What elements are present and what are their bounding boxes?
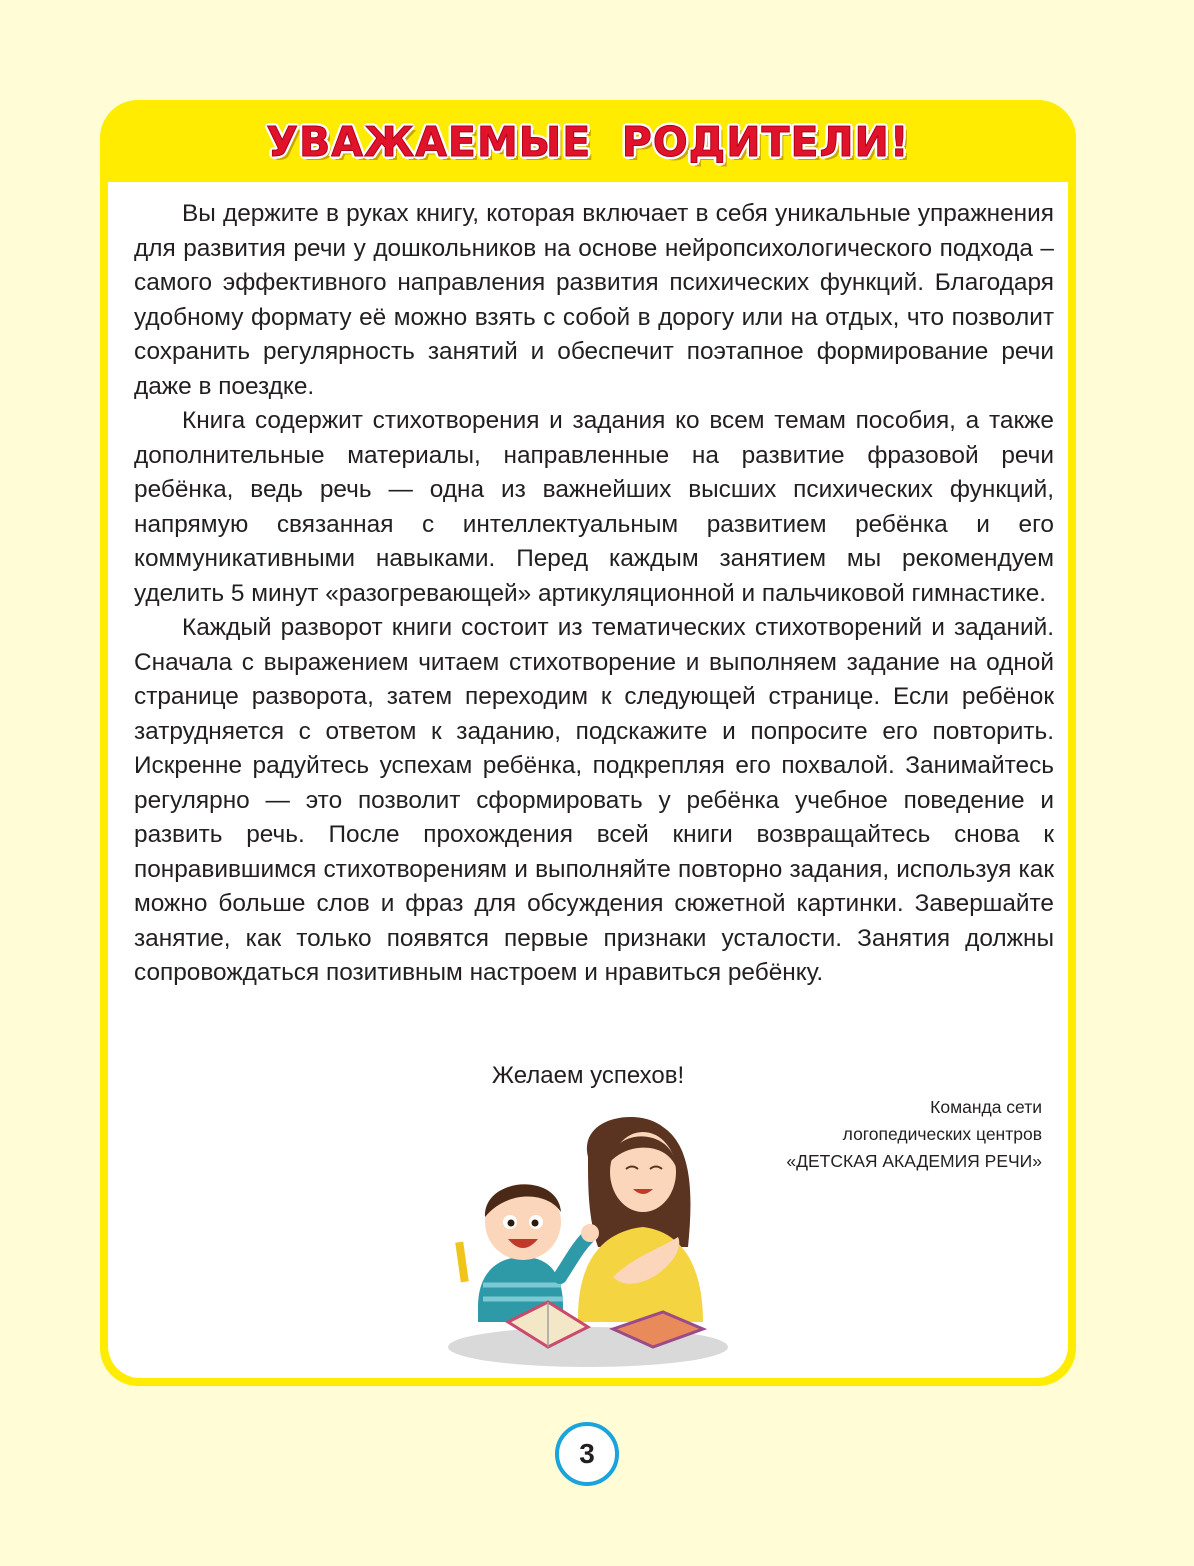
paragraph-3: Каждый разворот книги состоит из тематических стихотворений и заданий. Сначала с выражением читаем стихотворение и выполняем задание на одной странице разворота, затем переходим к следующей странице. Если ребёнок затрудняется с ответом к заданию, подскажите и попросите его повторить. Искренне радуйтесь успехам ребёнка, подкрепляя его похвалой. Занимайтесь регулярно — это позволит сформировать у ребёнка учебное поведение и развить речь. После прохождения всей книги возвращайтесь снова к понравившимся стихотворениям и выполняйте повторно задания, используя как можно больше слов и фраз для обсуждения сюжетной картинки. Завершайте занятие, как только появятся первые признаки усталости. Занятия должны сопровождаться позитивным настроем и нравиться ребёнку. bbox=[134, 614, 1054, 986]
closing-wish: Желаем успехов! bbox=[491, 1062, 685, 1089]
child-hand bbox=[581, 1224, 599, 1242]
paragraph-2: Книга содержит стихотворения и задания ко всем темам пособия, а также дополнительные материалы, направленные на развитие фразовой речи ребёнка, ведь речь — одна из важнейших высших психических функций, напрямую связанная с интеллектуальным развитием ребёнка и его коммуникативными навыками. Перед каждым занятием мы рекомендуем уделить 5 минут «разогревающей» артикуляционной и пальчиковой гимнастике. bbox=[134, 407, 1054, 607]
mother-child-illustration bbox=[438, 1107, 738, 1367]
child-pupil-right bbox=[532, 1220, 539, 1227]
content-frame bbox=[100, 100, 1076, 1386]
paragraph-1: Вы держите в руках книгу, которая включает в себя уникальные упражнения для развития речи у дошкольников на основе нейропсихологического подхода – самого эффективного направления развития психических функций. Благодаря удобному формату её можно взять с собой в дорогу или на отдых, что позволит сохранить регулярность занятий и обеспечит поэтапное формирование речи даже в поездке. bbox=[134, 200, 1054, 400]
child-pupil-left bbox=[508, 1220, 515, 1227]
child-arm bbox=[560, 1237, 588, 1277]
body-text bbox=[134, 197, 1054, 991]
signature-block bbox=[786, 1094, 1042, 1175]
page-heading: УВАЖАЕМЫЕ РОДИТЕЛИ! bbox=[266, 118, 910, 166]
page-number: 3 bbox=[555, 1422, 619, 1486]
pencil-icon bbox=[455, 1242, 468, 1283]
signature-line-3: «ДЕТСКАЯ АКАДЕМИЯ РЕЧИ» bbox=[786, 1151, 1042, 1171]
content-panel bbox=[108, 182, 1068, 1378]
signature-line-1: Команда сети bbox=[930, 1097, 1042, 1117]
signature-line-2: логопедических центров bbox=[842, 1124, 1042, 1144]
